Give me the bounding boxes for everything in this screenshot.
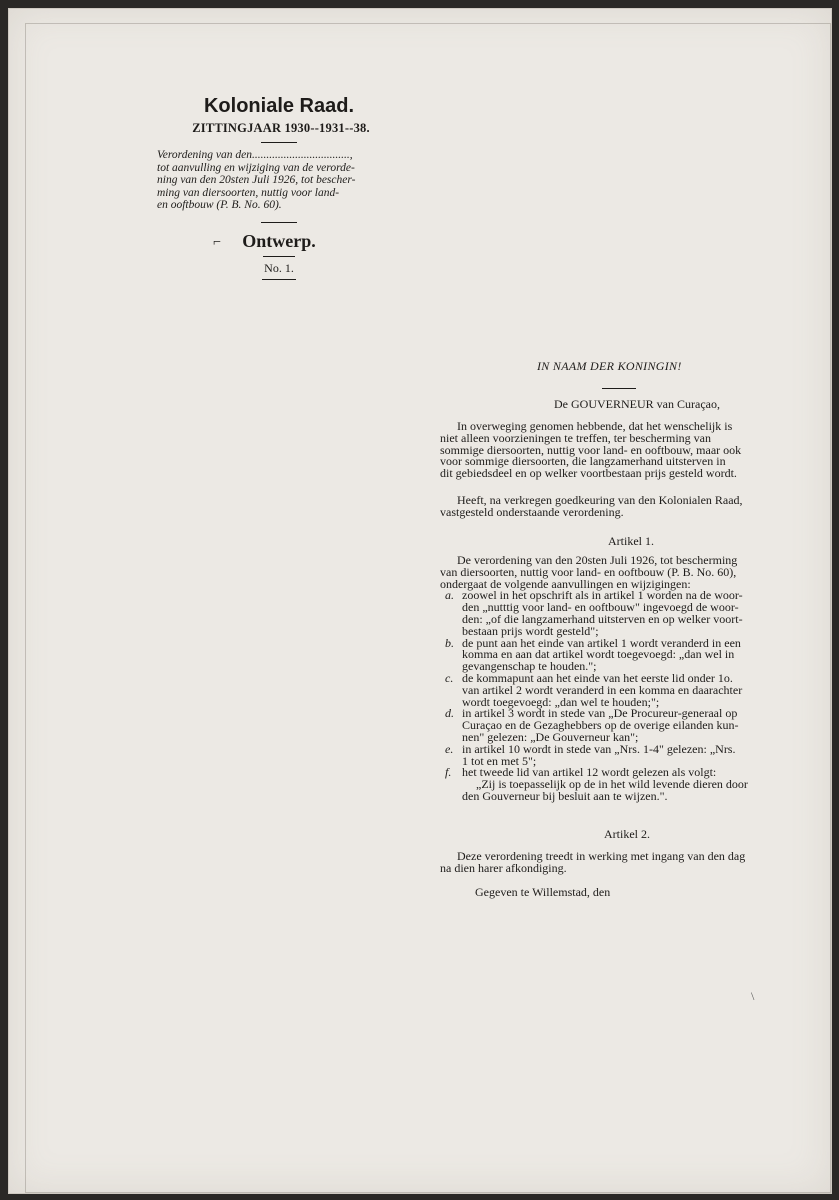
stray-mark: \ [751, 989, 755, 1003]
session-year: ZITTINGJAAR 1930--1931--38. [192, 121, 370, 135]
item-letter: c. [445, 670, 454, 685]
pen-mark: ⌐ [213, 235, 221, 250]
divider-rule [261, 222, 297, 223]
list-item-b [440, 635, 800, 674]
text-line: komma en aan dat artikel wordt toegevoegd: „dan wel in [462, 647, 735, 662]
draft-label: Ontwerp. [242, 231, 316, 251]
caption-line: en ooftbouw (P. B. No. 60). [157, 199, 282, 212]
text-line: in artikel 3 wordt in stede van „De Procureur-generaal op [462, 706, 738, 721]
item-letter: d. [445, 706, 454, 721]
text-line: Heeft, na verkregen goedkeuring van den Kolonialen Raad, [457, 493, 743, 507]
text-line: ondergaat de volgende aanvullingen en wijzigingen: [440, 576, 691, 591]
article-1-body [440, 555, 800, 803]
list-item-d [440, 708, 800, 743]
divider-rule [262, 279, 296, 280]
item-letter: f. [445, 765, 452, 780]
caption-line: ming van diersoorten, nuttig voor land- [157, 186, 340, 199]
given-at-line: Gegeven te Willemstad, den [475, 885, 611, 899]
text-line: bestaan prijs wordt gesteld"; [462, 623, 599, 638]
ordinance-caption [157, 149, 397, 212]
text-line: zoowel in het opschrift als in artikel 1 worden na de woor- [462, 588, 743, 603]
text-line: Deze verordening treedt in werking met ingang van den dag [457, 849, 746, 863]
item-letter: b. [445, 635, 454, 650]
article-2-heading: Artikel 2. [604, 827, 650, 841]
text-line: dit gebiedsdeel en op welker voortbestaan prijs gesteld wordt. [440, 466, 737, 481]
list-item-a [440, 590, 800, 637]
divider-rule [602, 388, 636, 389]
document-page [8, 8, 832, 1194]
text-line: het tweede lid van artikel 12 wordt gelezen als volgt: [462, 765, 717, 780]
divider-rule [261, 142, 297, 143]
text-line: niet alleen voorzieningen te treffen, ter bescherming van [440, 430, 711, 445]
text-line: 1 tot en met 5"; [462, 753, 537, 768]
list-item-c [440, 670, 800, 709]
article-2-body [440, 851, 800, 875]
text-line: wordt toegevoegd: „dan wel te houden;"; [462, 694, 660, 709]
text-line: van diersoorten, nuttig voor land- en ooftbouw (P. B. No. 60), [440, 564, 737, 579]
text-line: sommige diersoorten, nuttig voor land- en ooftbouw, maar ook [440, 442, 742, 457]
divider-rule [263, 256, 295, 257]
text-line: van artikel 2 wordt veranderd in een komma en daarachter [462, 682, 743, 697]
text-line: In overweging genomen hebbende, dat het wenschelijk is [457, 419, 733, 433]
text-line: de punt aan het einde van artikel 1 wordt veranderd in een [462, 635, 741, 650]
item-letter: e. [445, 741, 454, 756]
text-line: voor sommige diersoorten, die langzamerhand uitsterven in [440, 454, 726, 469]
text-line: de kommapunt aan het einde van het eerste lid onder 1o. [462, 670, 733, 685]
item-letter: a. [445, 588, 454, 603]
caption-line: tot aanvulling en wijziging van de verorde- [157, 161, 355, 174]
text-line: De verordening van den 20sten Juli 1926, tot bescherming [457, 553, 738, 567]
quoted-line: den Gouverneur bij besluit aan te wijzen.". [462, 788, 668, 803]
list-item-e [440, 741, 800, 768]
text-line: in artikel 10 wordt in stede van „Nrs. 1-4" gelezen: „Nrs. [462, 741, 736, 756]
enacted-paragraph [440, 495, 800, 519]
quoted-line: „Zij is toepasselijk op de in het wild levende dieren door [476, 777, 748, 792]
document-number: No. 1. [264, 261, 294, 275]
text-line: den: „of die langzamerhand uitsterven en op welker voort- [462, 611, 743, 626]
text-line: gevangenschap te houden."; [462, 659, 597, 674]
caption-line: Verordening van den.................................., [157, 149, 353, 161]
caption-line: ning van den 20sten Juli 1926, tot bescher- [157, 174, 356, 187]
text-line: nen" gelezen: „De Gouverneur kan"; [462, 729, 639, 744]
governor-line: De GOUVERNEUR van Curaçao, [554, 397, 720, 411]
document-title: Koloniale Raad. [203, 95, 355, 117]
text-line: na dien harer afkondiging. [440, 860, 567, 875]
text-line: Curaçao en de Gezaghebbers op de overige eilanden kun- [462, 718, 739, 733]
considering-paragraph [440, 421, 800, 480]
article-1-heading: Artikel 1. [608, 534, 654, 548]
text-line: den „nutttig voor land- en ooftbouw" ingevoegd de woor- [462, 600, 739, 615]
royal-invocation: IN NAAM DER KONINGIN! [537, 359, 682, 373]
list-item-f [440, 767, 800, 802]
text-line: vastgesteld onderstaande verordening. [440, 504, 624, 519]
